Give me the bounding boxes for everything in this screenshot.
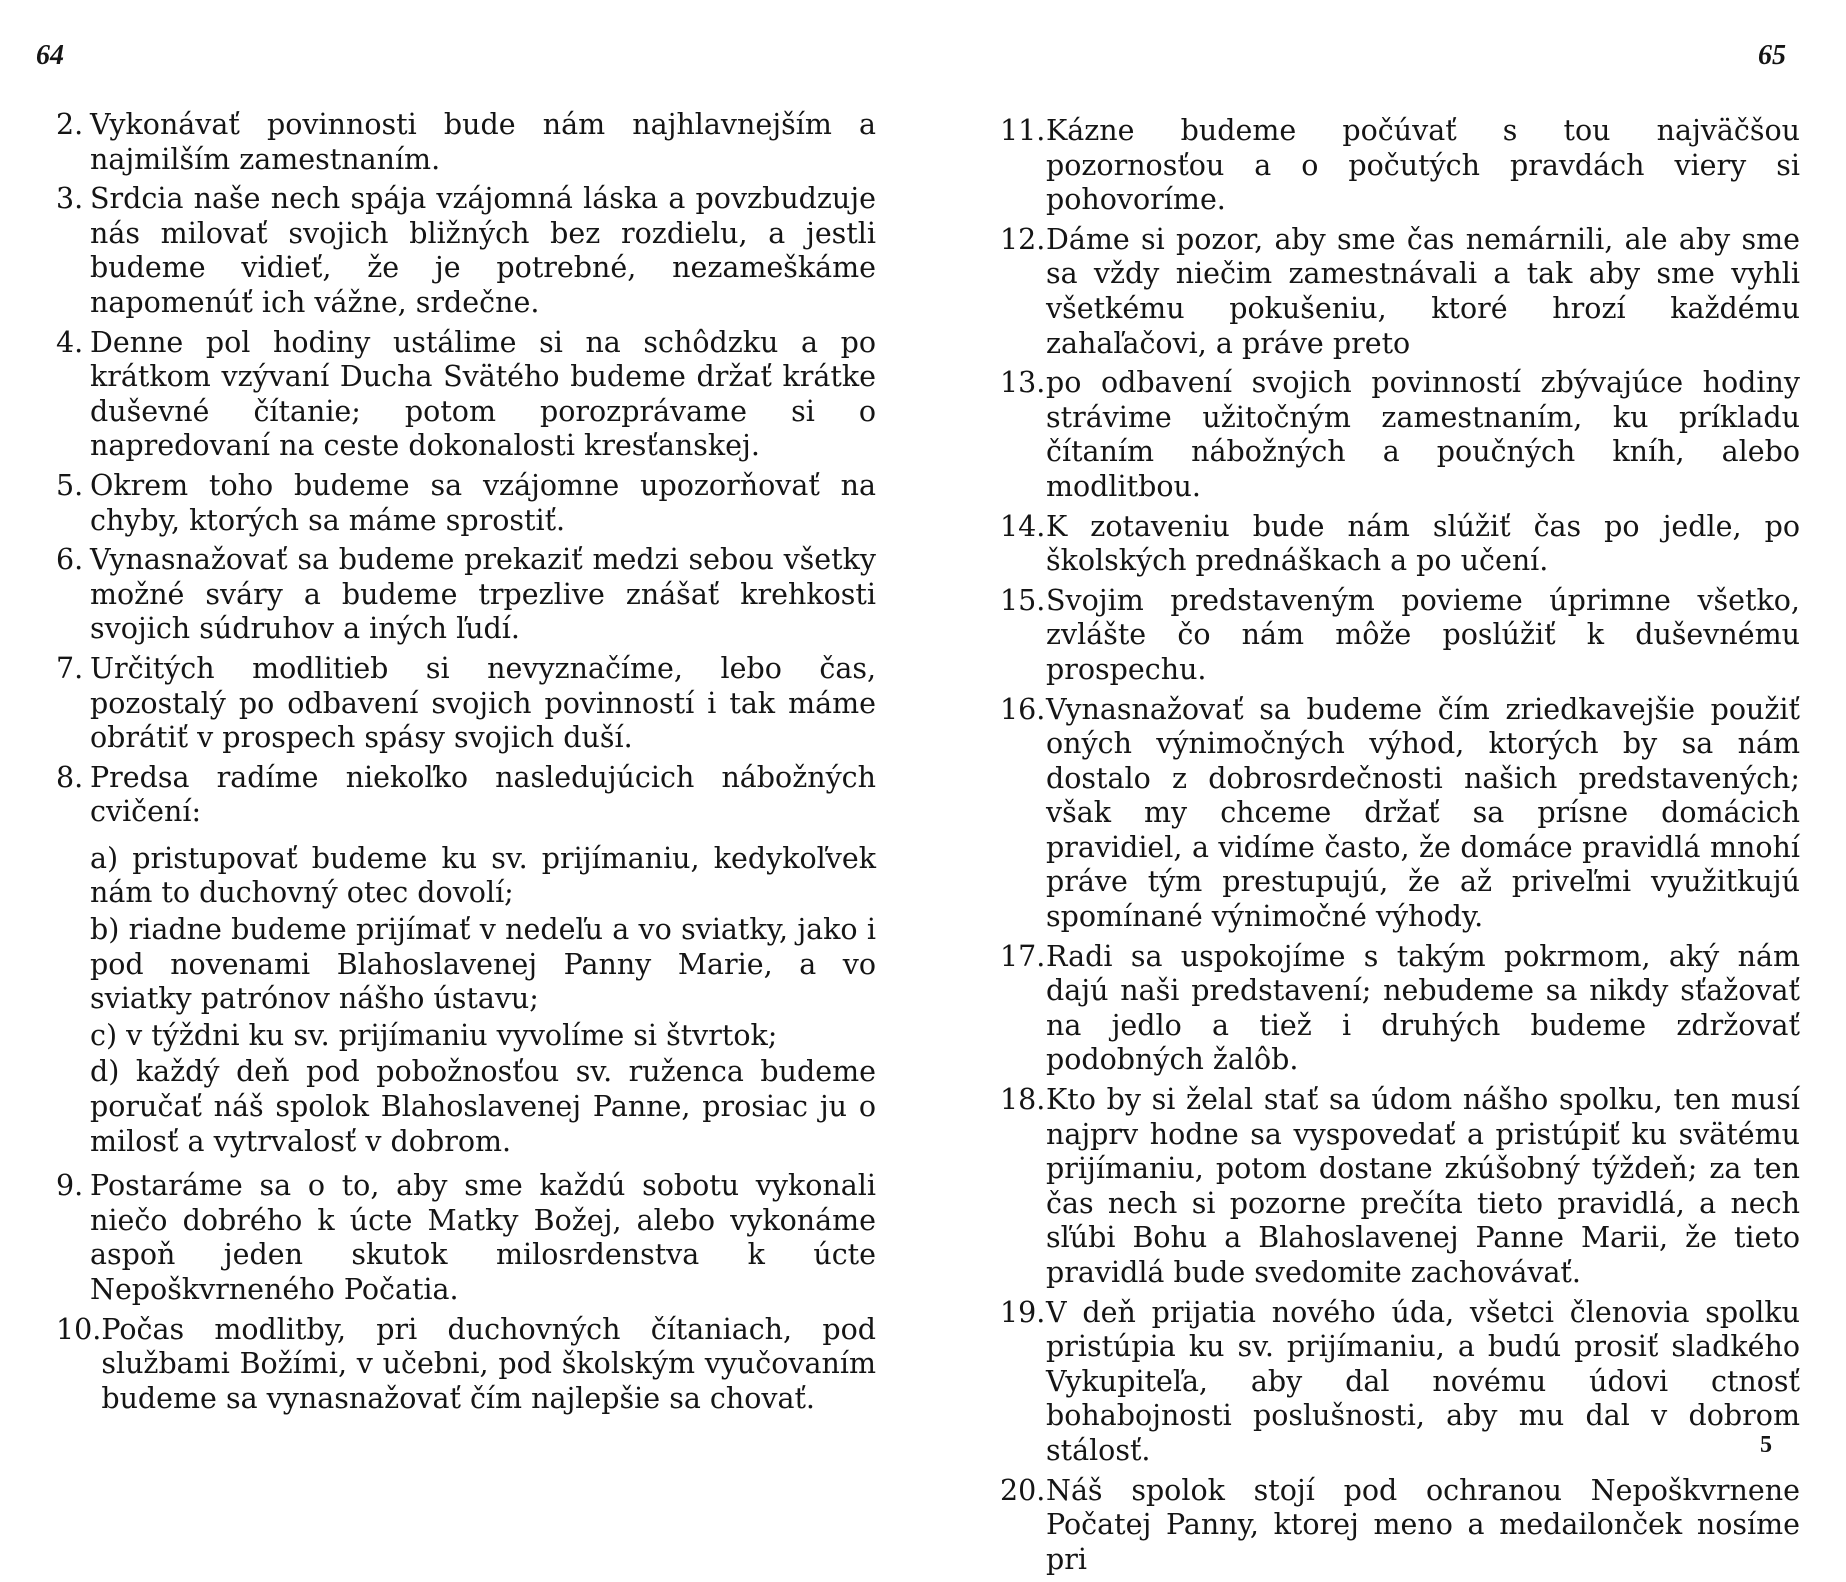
- item-number: 12.: [1000, 222, 1046, 256]
- right-page-column: [1000, 114, 1800, 1582]
- item-number: 8.: [56, 760, 84, 794]
- item-number: 10.: [56, 1312, 102, 1346]
- item-text: Vykonávať povinnosti bude nám najhlavnejším a najmilším zamestnaním.: [90, 108, 876, 176]
- list-item: [56, 469, 876, 538]
- item-number: 14.: [1000, 509, 1046, 543]
- item-number: 5.: [56, 468, 84, 502]
- item-number: 6.: [56, 543, 84, 577]
- left-page-column: [56, 108, 876, 1421]
- printer-signature-mark: 5: [1760, 1432, 1772, 1458]
- item-text: Určitých modlitieb si nevyznačíme, lebo čas, pozostalý po odbavení svojich povinností i tak máme obrátiť v prospech spásy svojich duší.: [90, 651, 876, 755]
- sublist-item: a) pristupovať budeme ku sv. prijímaniu, kedykoľvek nám to duchovný otec dovolí;: [90, 841, 876, 910]
- list-item: [56, 182, 876, 320]
- list-item: [1000, 114, 1800, 218]
- list-item: [1000, 693, 1800, 935]
- item-text: Predsa radíme niekoľko nasledujúcich nábožných cvičení:: [90, 760, 876, 829]
- list-item: [1000, 366, 1800, 504]
- list-item: [1000, 223, 1800, 361]
- item-text: Svojim predstaveným povieme úprimne všetko, zvlášte čo nám môže poslúžiť k duševnému prospechu.: [1046, 583, 1800, 686]
- item-number: 15.: [1000, 583, 1046, 617]
- page-number-left: 64: [36, 40, 64, 71]
- item-text: Dáme si pozor, aby sme čas nemárnili, ale aby sme sa vždy niečim zamestnávali a tak aby sme vyhli všetkému pokušeniu, ktoré hrozí každému zahaľačovi, a práve preto: [1046, 222, 1800, 360]
- list-item: [1000, 940, 1800, 1078]
- item-text: V deň prijatia nového úda, všetci členovia spolku pristúpia ku sv. prijímaniu, a budú prosiť sladkého Vykupiteľa, aby dal novému údovi ctnosť bohabojnosti poslušnosti, aby mu dal v dobrom stálosť.: [1046, 1295, 1800, 1467]
- item-text: Denne pol hodiny ustálime si na schôdzku a po krátkom vzývaní Ducha Svätého budeme držať krátke duševné čítanie; potom porozprávame si o napredovaní na ceste dokonalosti kresťanskej.: [90, 325, 876, 463]
- item-text: Okrem toho budeme sa vzájomne upozorňovať na chyby, ktorých sa máme sprostiť.: [90, 468, 876, 537]
- item-number: 13.: [1000, 366, 1046, 400]
- item-number: 17.: [1000, 939, 1046, 973]
- page-number-right: 65: [1758, 40, 1786, 71]
- list-item: [1000, 510, 1800, 579]
- sublist-item: c) v týždni ku sv. prijímaniu vyvolíme si štvrtok;: [90, 1018, 778, 1052]
- sublist-item: b) riadne budeme prijímať v nedeľu a vo sviatky, jako i pod novenami Blahoslavenej Panny Marie, a vo sviatky patrónov nášho ústavu;: [90, 913, 876, 1016]
- item-text: Kázne budeme počúvať s tou najväčšou pozornosťou a o počutých pravdách viery si pohovoríme.: [1046, 114, 1800, 217]
- exercise-sublist: [90, 842, 876, 1159]
- item-number: 2.: [56, 108, 84, 141]
- item-text: K zotaveniu bude nám slúžiť čas po jedle, po školských prednáškach a po učení.: [1046, 509, 1800, 578]
- item-text: Radi sa uspokojíme s takým pokrmom, aký nám dajú naši predstavení; nebudeme sa nikdy sťažovať na jedlo a tiež i druhých budeme zdržovať podobných žalôb.: [1046, 939, 1800, 1077]
- item-number: 11.: [1000, 114, 1046, 147]
- item-number: 19.: [1000, 1295, 1046, 1329]
- item-text: Srdcia naše nech spája vzájomná láska a povzbudzuje nás milovať svojich bližných bez rozdielu, a jestli budeme vidieť, že je potrebné, nezameškáme napomenúť ich vážne, srdečne.: [90, 182, 876, 319]
- item-text: Vynasnažovať sa budeme prekaziť medzi sebou všetky možné sváry a budeme trpezlive znášať krehkosti svojich súdruhov a iných ľudí.: [90, 543, 876, 646]
- item-text: Postaráme sa o to, aby sme každú sobotu vykonali niečo dobrého k úcte Matky Božej, alebo vykonáme aspoň jeden skutok milosrdenstva k úcte Nepoškvrneného Počatia.: [90, 1169, 876, 1306]
- item-number: 18.: [1000, 1083, 1046, 1117]
- list-item: [56, 1313, 876, 1417]
- list-item: [1000, 1083, 1800, 1291]
- list-item: [56, 652, 876, 756]
- list-item: [56, 543, 876, 647]
- item-text: po odbavení svojich povinností zbývajúce hodiny strávime užitočným zamestnaním, ku príkladu čítaním nábožných a poučných kníh, alebo modlitbou.: [1046, 366, 1800, 503]
- list-item: [1000, 1474, 1800, 1578]
- item-text: Náš spolok stojí pod ochranou Nepoškvrnene Počatej Panny, ktorej meno a medailonček nosíme pri: [1046, 1473, 1800, 1576]
- item-number: 9.: [56, 1169, 84, 1203]
- item-text: Vynasnažovať sa budeme čím zriedkavejšie použiť oných výnimočných výhod, ktorých by sa nám dostalo z dobrosrdečnosti našich predstavených; však my chceme držať sa prísne domácich pravidiel, a vidíme často, že domáce pravidlá mnohí práve tým prestupujú, že až priveľmi využitkujú spomínané výnimočné výhody.: [1046, 692, 1800, 934]
- item-text: Kto by si želal stať sa údom nášho spolku, ten musí najprv hodne sa vyspovedať a pristúpiť ku svätému prijímaniu, potom dostane zkúšobný týždeň; za ten čas nech si pozorne prečíta tieto pravidlá, a nech sľúbi Bohu a Blahoslavenej Panne Marii, že tieto pravidlá bude svedomite zachovávať.: [1046, 1083, 1800, 1289]
- list-item: [1000, 1296, 1800, 1469]
- sublist-item: d) každý deň pod pobožnosťou sv. ruženca budeme poručať náš spolok Blahoslavenej Panne, prosiac ju o milosť a vytrvalosť v dobrom.: [90, 1055, 876, 1158]
- item-number: 3.: [56, 182, 84, 216]
- item-text: Počas modlitby, pri duchovných čítaniach, pod službami Božími, v učebni, pod školským vyučovaním budeme sa vynasnažovať čím najlepšie sa chovať.: [101, 1312, 876, 1415]
- item-number: 7.: [56, 651, 84, 685]
- item-number: 4.: [56, 325, 84, 359]
- item-number: 20.: [1000, 1473, 1046, 1507]
- list-item: [56, 326, 876, 464]
- list-item: [56, 108, 876, 177]
- list-item: [56, 1169, 876, 1307]
- list-item: [56, 761, 876, 830]
- list-item: [1000, 584, 1800, 688]
- item-number: 16.: [1000, 692, 1046, 726]
